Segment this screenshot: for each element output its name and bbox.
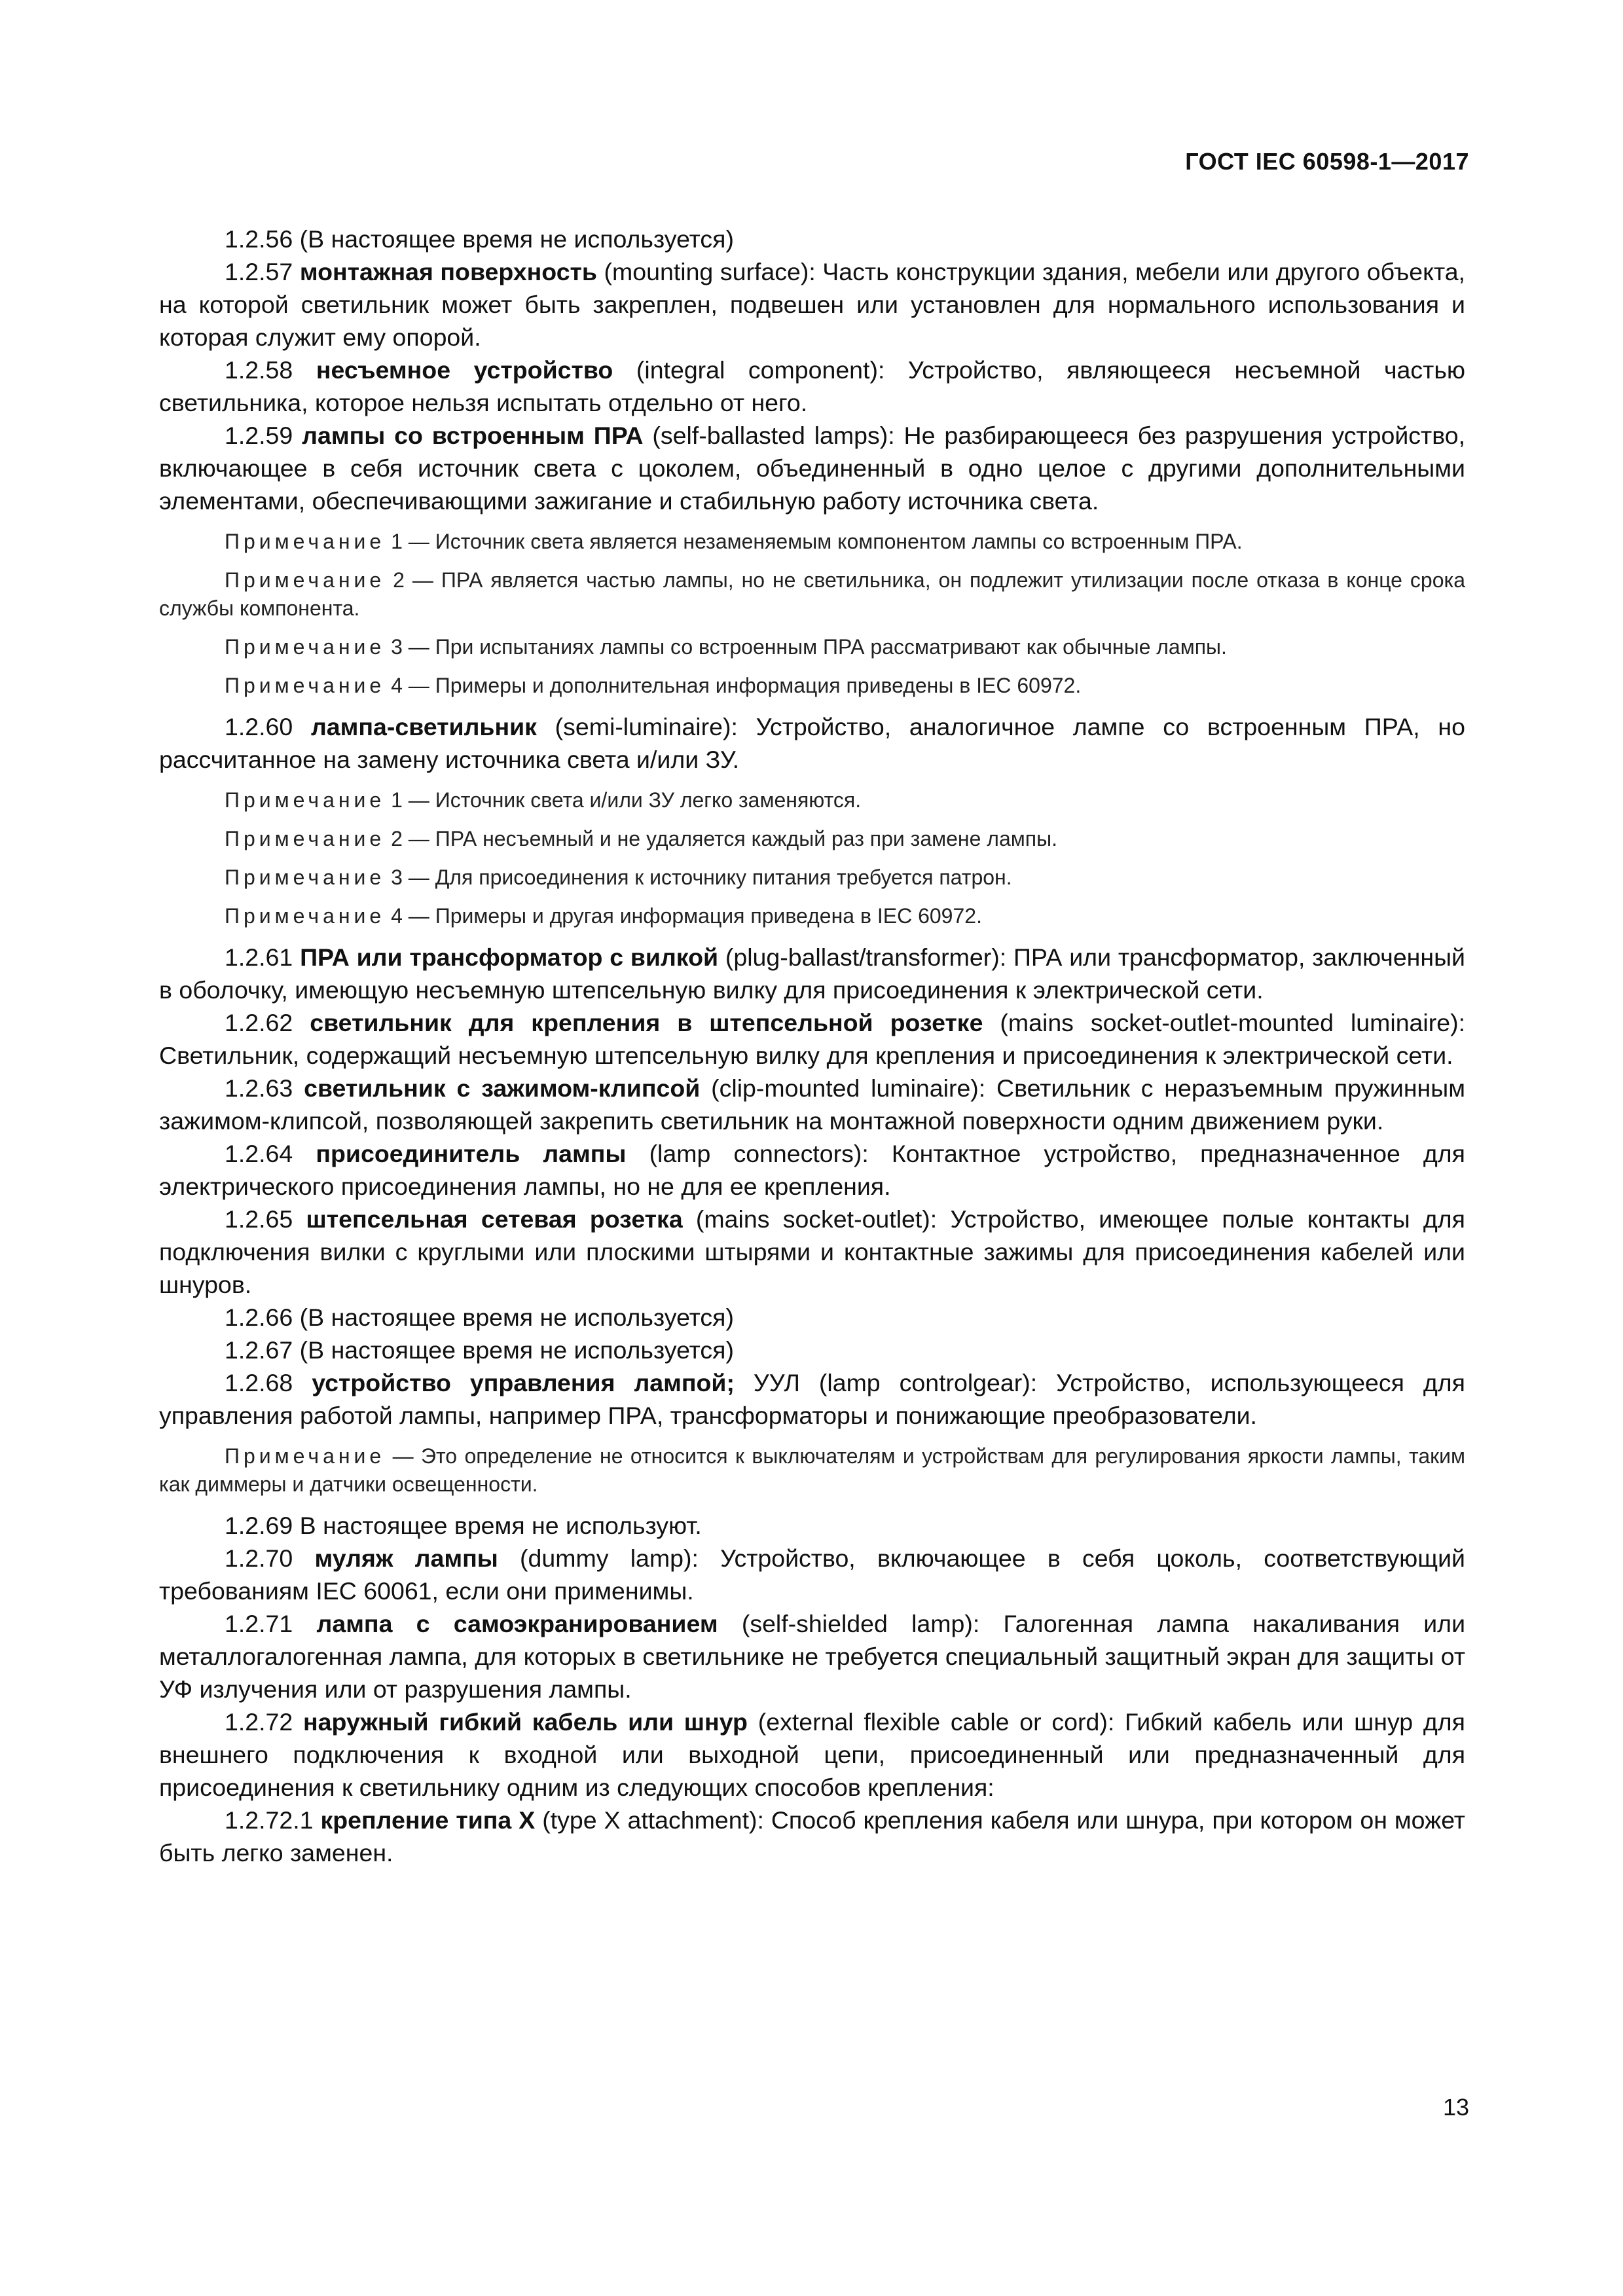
- term: наружный гибкий кабель или шнур: [303, 1708, 748, 1736]
- clause-1-2-60: [159, 710, 1465, 776]
- definition: (integral component): Устройство, являющееся несъемной частью светильника, которое нельзя испытать отдельно от него.: [159, 356, 1465, 416]
- clause-number: 1.2.71: [225, 1610, 317, 1637]
- clause-number: 1.2.65: [225, 1205, 306, 1233]
- term: лампы со встроенным ПРА: [302, 422, 644, 449]
- clause-1-2-69: 1.2.69 В настоящее время не используют.: [225, 1512, 702, 1539]
- note-label: Примечание: [225, 827, 386, 850]
- note-text: — Это определение не относится к выключателям и устройствам для регулирования яркости лампы, таким как диммеры и датчики освещенности.: [159, 1444, 1465, 1496]
- definition: (semi-luminaire): Устройство, аналогичное лампе со встроенным ПРА, но рассчитанное на замену источника света и/или ЗУ.: [159, 713, 1465, 773]
- term: устройство управления лампой;: [312, 1369, 735, 1396]
- note-text: 2 — ПРА является частью лампы, но не светильника, он подлежит утилизации после отказа в конце срока службы компонента.: [159, 568, 1465, 620]
- page-number: 13: [1442, 2094, 1469, 2121]
- clause-number: 1.2.59: [225, 422, 302, 449]
- clause-number: 1.2.58: [225, 356, 316, 384]
- clause-1-2-72-1: [159, 1804, 1465, 1869]
- note-text: 2 — ПРА несъемный и не удаляется каждый раз при замене лампы.: [385, 827, 1057, 850]
- definition: (dummy lamp): Устройство, включающее в себя цоколь, соответствующий требованиям IEC 60061, если они применимы.: [159, 1544, 1465, 1605]
- term: присоединитель лампы: [316, 1140, 627, 1167]
- definition: (self-shielded lamp): Галогенная лампа накаливания или металлогалогенная лампа, для которых в светильнике не требуется специальный защитный экран для защиты от УФ излучения или от разрушения лампы.: [159, 1610, 1466, 1703]
- term: штепсельная сетевая розетка: [306, 1205, 683, 1233]
- definition: (mains socket-outlet): Устройство, имеющее полые контакты для подключения вилки с круглыми или плоскими штырями и контактные зажимы для присоединения кабелей или шнуров.: [159, 1205, 1465, 1298]
- clause-number: 1.2.61: [225, 943, 301, 971]
- term: светильник с зажимом-клипсой: [304, 1074, 701, 1102]
- note-1-2-59-1: [159, 528, 1465, 556]
- note-1-2-60-1: [159, 786, 1465, 814]
- term: светильник для крепления в штепсельной розетке: [310, 1009, 983, 1036]
- note-text: 4 — Примеры и другая информация приведена в IEC 60972.: [385, 904, 982, 928]
- term: лампа-светильник: [310, 713, 537, 740]
- definition: УУЛ (lamp controlgear): Устройство, использующееся для управления работой лампы, например ПРА, трансформаторы и понижающие преобразователи.: [159, 1369, 1465, 1429]
- clause-1-2-61: [159, 941, 1465, 1006]
- clause-number: 1.2.68: [225, 1369, 312, 1396]
- clause-1-2-68: [159, 1366, 1465, 1432]
- note-label: Примечание: [225, 674, 386, 697]
- note-text: 3 — Для присоединения к источнику питания требуется патрон.: [385, 866, 1012, 889]
- note-1-2-59-4: [159, 672, 1465, 700]
- standard-header: ГОСТ IEC 60598-1—2017: [1185, 148, 1469, 175]
- definition: (clip-mounted luminaire): Светильник с неразъемным пружинным зажимом-клипсой, позволяющей закрепить светильник на монтажной поверхности одним движением руки.: [159, 1074, 1465, 1135]
- term: крепление типа X: [320, 1806, 536, 1834]
- term: несъемное устройство: [316, 356, 613, 384]
- clause-1-2-58: [159, 354, 1465, 419]
- term: ПРА или трансформатор с вилкой: [300, 943, 719, 971]
- note-label: Примечание: [225, 788, 386, 812]
- definition: (self-ballasted lamps): Не разбирающееся без разрушения устройство, включающее в себя источник света с цоколем, объединенный в одно целое с другими дополнительными элементами, обеспечивающими зажигание и стабильную работу источника света.: [159, 422, 1465, 515]
- clause-number: 1.2.72.1: [225, 1806, 321, 1834]
- clause-number: 1.2.72: [225, 1708, 304, 1736]
- clause-1-2-67: 1.2.67 (В настоящее время не используется): [225, 1336, 734, 1364]
- definition: (external flexible cable or cord): Гибкий кабель или шнур для внешнего подключения к входной или выходной цепи, присоединенный или предназначенный для присоединения к светильнику одним из следующих способов крепления:: [159, 1708, 1465, 1801]
- note-1-2-60-2: [159, 825, 1465, 853]
- definition: (plug-ballast/transformer): ПРА или трансформатор, заключенный в оболочку, имеющую несъемную штепсельную вилку для присоединения к электрической сети.: [159, 943, 1465, 1004]
- clause-1-2-66: 1.2.66 (В настоящее время не используется): [225, 1303, 734, 1331]
- clause-number: 1.2.62: [225, 1009, 310, 1036]
- note-label: Примечание: [225, 635, 386, 659]
- note-1-2-59-2: [159, 566, 1465, 623]
- clause-number: 1.2.70: [225, 1544, 315, 1572]
- definition: (lamp connectors): Контактное устройство, предназначенное для электрического присоединения лампы, но не для ее крепления.: [159, 1140, 1465, 1200]
- clause-1-2-65: [159, 1203, 1465, 1301]
- note-text: 4 — Примеры и дополнительная информация приведены в IEC 60972.: [385, 674, 1082, 697]
- clause-1-2-57: [159, 255, 1465, 354]
- term: лампа с самоэкранированием: [316, 1610, 718, 1637]
- note-label: Примечание: [225, 568, 386, 592]
- note-label: Примечание: [225, 866, 386, 889]
- clause-1-2-71: [159, 1607, 1465, 1705]
- clause-number: 1.2.60: [225, 713, 311, 740]
- note-1-2-60-4: [159, 902, 1465, 930]
- document-body: [159, 223, 1465, 1869]
- note-text: 1 — Источник света и/или ЗУ легко заменяются.: [385, 788, 862, 812]
- note-label: Примечание: [225, 530, 386, 553]
- clause-1-2-70: [159, 1542, 1465, 1607]
- note-label: Примечание: [225, 904, 386, 928]
- clause-number: 1.2.57: [225, 258, 300, 285]
- clause-1-2-59: [159, 419, 1465, 517]
- term: муляж лампы: [314, 1544, 498, 1572]
- definition: (mounting surface): Часть конструкции здания, мебели или другого объекта, на которой светильник может быть закреплен, подвешен или установлен для нормального использования и которая служит ему опорой.: [159, 258, 1465, 351]
- note-1-2-60-3: [159, 864, 1465, 892]
- note-1-2-68: [159, 1442, 1465, 1499]
- term: монтажная поверхность: [299, 258, 597, 285]
- note-text: 3 — При испытаниях лампы со встроенным ПРА рассматривают как обычные лампы.: [385, 635, 1227, 659]
- clause-1-2-64: [159, 1137, 1465, 1203]
- clause-number: 1.2.64: [225, 1140, 316, 1167]
- clause-1-2-56: 1.2.56 (В настоящее время не используется): [225, 225, 734, 253]
- clause-number: 1.2.63: [225, 1074, 304, 1102]
- clause-1-2-62: [159, 1006, 1465, 1072]
- clause-1-2-72: [159, 1705, 1465, 1804]
- note-1-2-59-3: [159, 633, 1465, 661]
- note-label: Примечание: [225, 1444, 386, 1468]
- definition: (type X attachment): Способ крепления кабеля или шнура, при котором он может быть легко заменен.: [159, 1806, 1465, 1867]
- definition: (mains socket-outlet-mounted luminaire): Светильник, содержащий несъемную штепсельную вилку для крепления и присоединения к электрической сети.: [159, 1009, 1465, 1069]
- clause-1-2-63: [159, 1072, 1465, 1137]
- note-text: 1 — Источник света является незаменяемым компонентом лампы со встроенным ПРА.: [385, 530, 1243, 553]
